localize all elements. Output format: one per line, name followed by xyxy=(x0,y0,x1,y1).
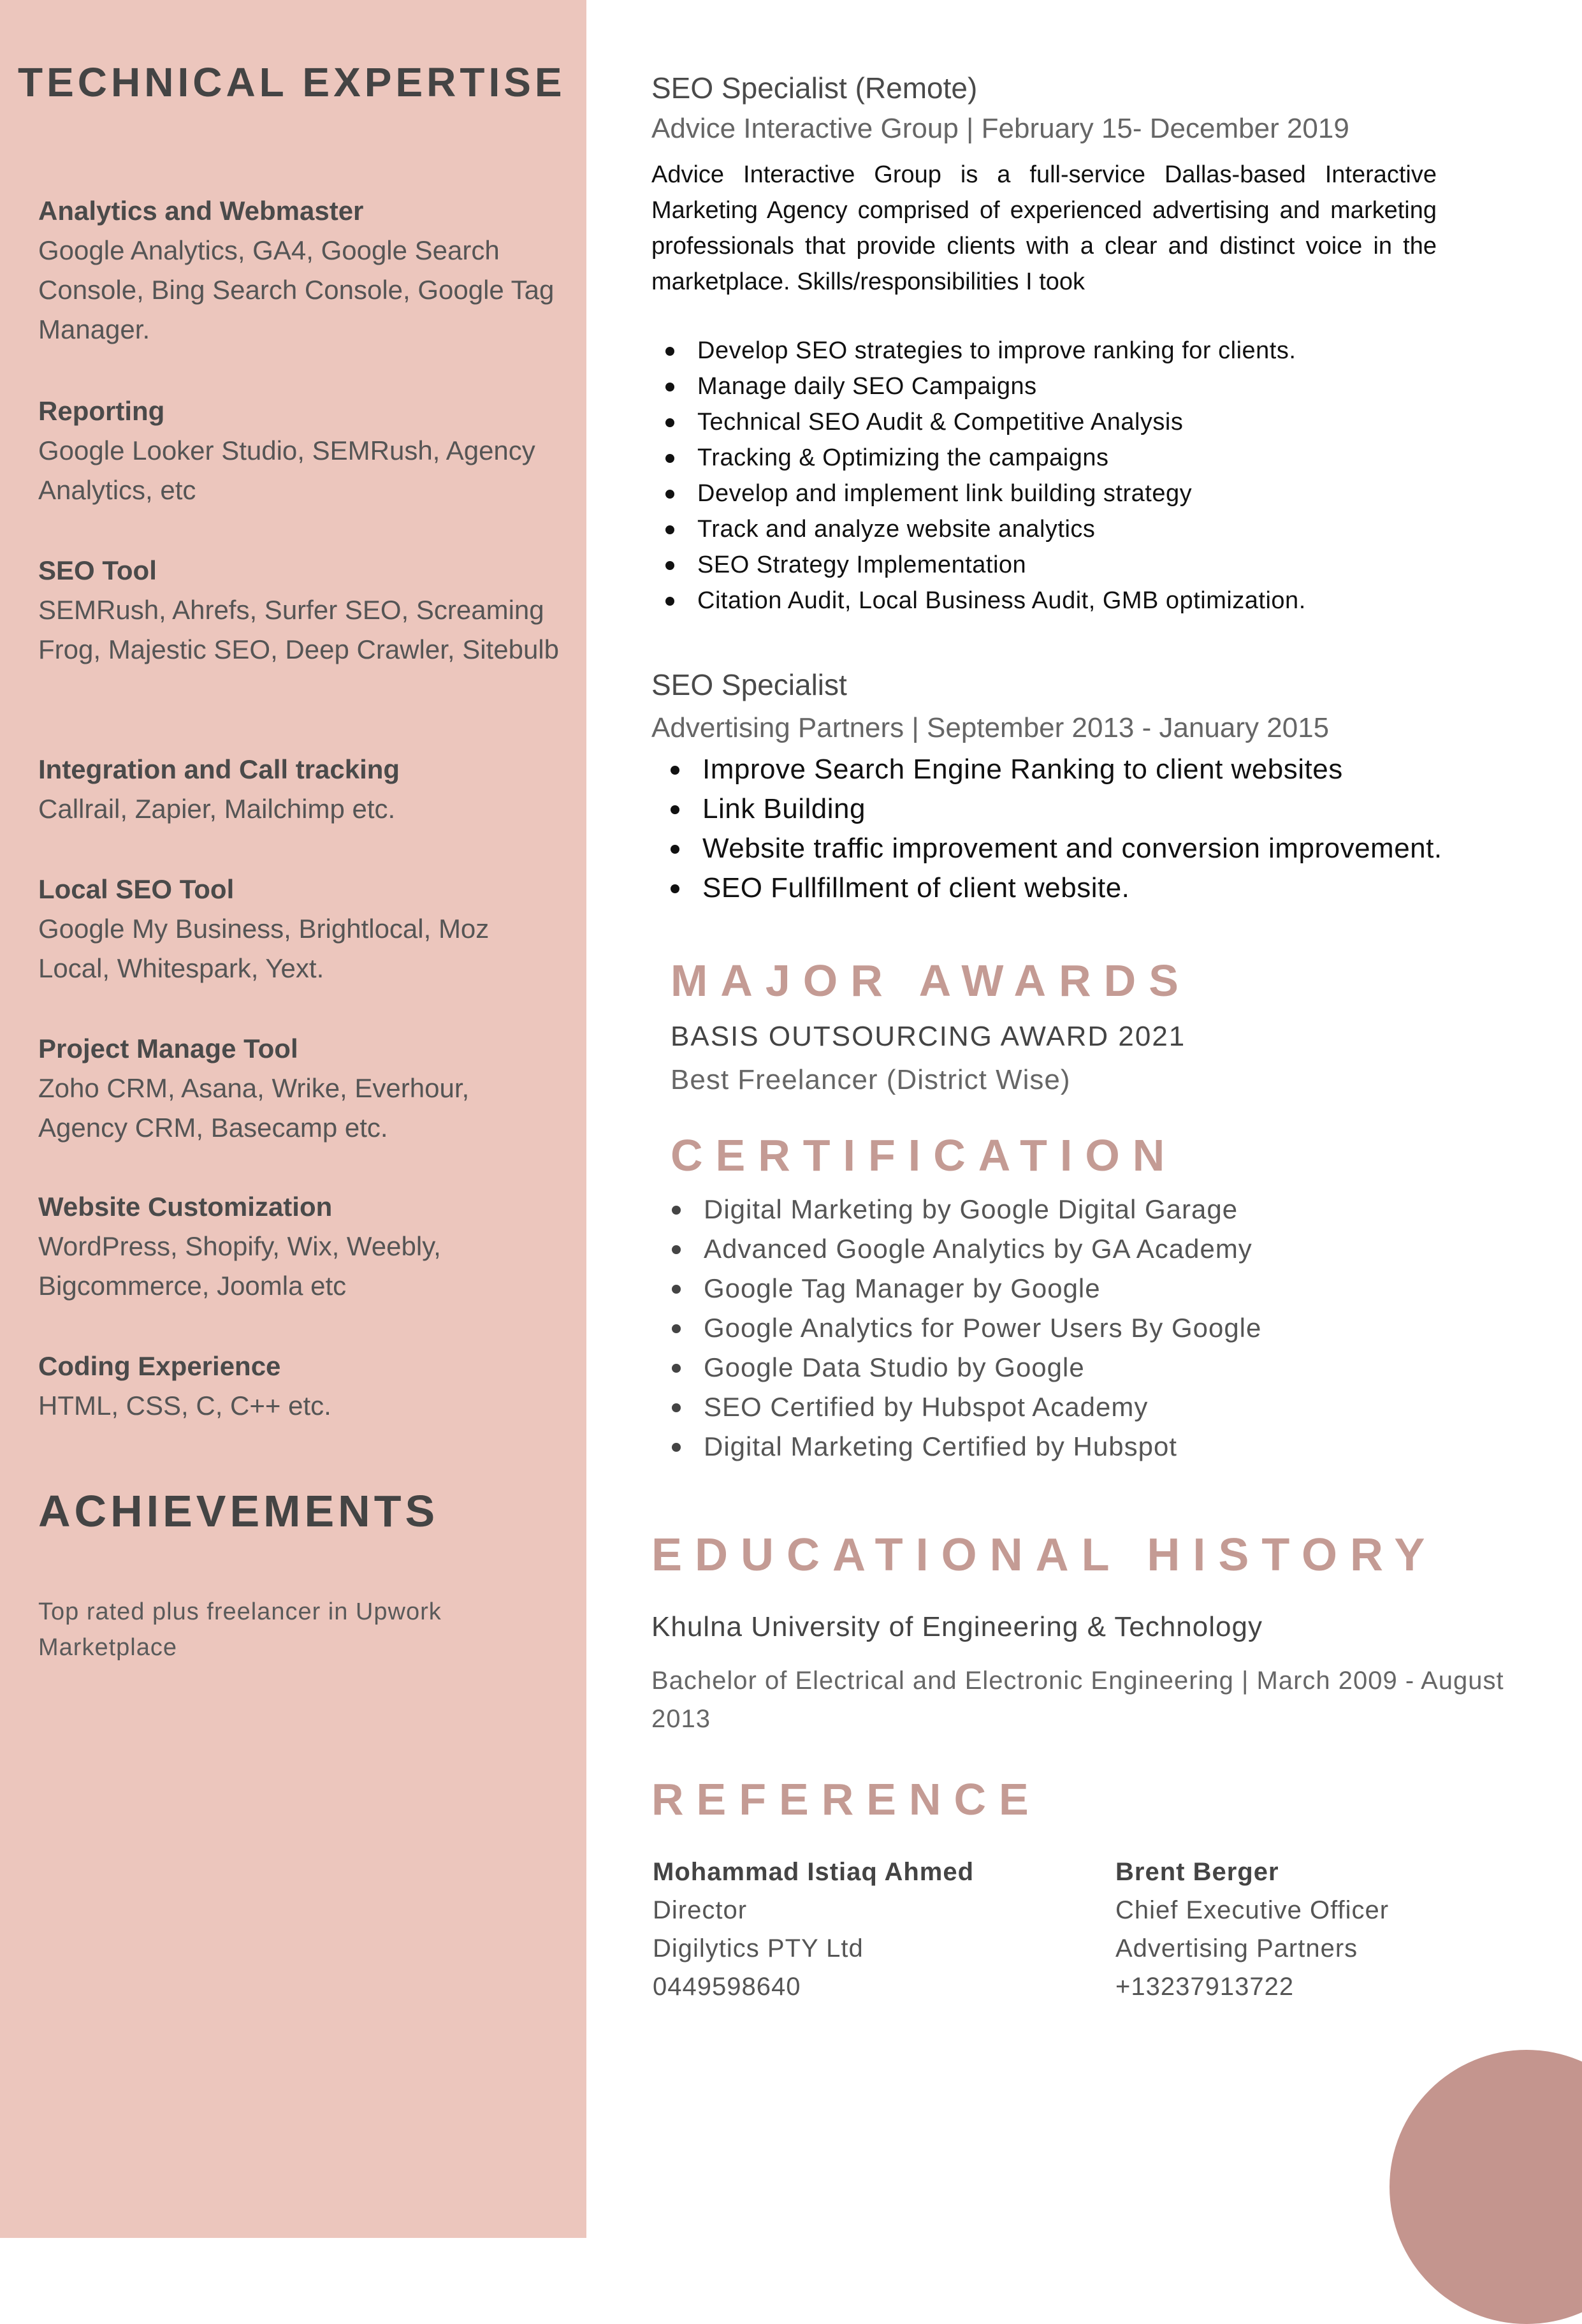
job-meta: Advice Interactive Group | February 15- December 2019 xyxy=(651,113,1349,144)
job-title: SEO Specialist xyxy=(651,668,847,701)
award-name: BASIS OUTSOURCING AWARD 2021 xyxy=(671,1021,1186,1052)
job-meta: Advertising Partners | September 2013 - January 2015 xyxy=(651,712,1330,743)
list-item: Track and analyze website analytics xyxy=(697,511,1437,547)
reference-company: Advertising Partners xyxy=(1115,1934,1358,1962)
reference-role: Director xyxy=(653,1896,748,1924)
skill-text: Google Looker Studio, SEMRush, Agency Analytics, etc xyxy=(38,435,535,505)
list-item: Improve Search Engine Ranking to client websites xyxy=(702,750,1569,789)
achievements-text: Top rated plus freelancer in Upwork Marketplace xyxy=(38,1598,442,1661)
skill-group-reporting xyxy=(38,391,561,510)
job-description: Advice Interactive Group is a full-service Dallas-based Interactive Marketing Agency comprised of experienced advertising and marketing professionals that provide clients with a clear and distinct voice in the marketplace. Skills/responsibilities I took xyxy=(651,161,1437,295)
skill-heading: Website Customization xyxy=(38,1192,333,1222)
certification-title: CERTIFICATION xyxy=(671,1130,1178,1180)
skill-heading: Reporting xyxy=(38,396,165,426)
job-title: SEO Specialist (Remote) xyxy=(651,71,978,105)
skill-group-analytics xyxy=(38,191,561,349)
skill-group-local-seo xyxy=(38,870,561,988)
list-item: SEO Certified by Hubspot Academy xyxy=(704,1387,1261,1427)
list-item: Digital Marketing by Google Digital Garage xyxy=(704,1190,1261,1229)
skill-heading: Local SEO Tool xyxy=(38,874,235,904)
technical-expertise-title: TECHNICAL EXPERTISE xyxy=(18,59,566,105)
list-item: SEO Strategy Implementation xyxy=(697,547,1437,583)
skill-heading: SEO Tool xyxy=(38,555,157,585)
education-title: EDUCATIONAL HISTORY xyxy=(651,1530,1438,1581)
skill-heading: Coding Experience xyxy=(38,1351,281,1381)
skill-heading: Project Manage Tool xyxy=(38,1034,298,1063)
job-bullet-list xyxy=(697,333,1437,618)
list-item: Website traffic improvement and conversion improvement. xyxy=(702,829,1569,868)
skill-text: Callrail, Zapier, Mailchimp etc. xyxy=(38,794,396,824)
award-subtitle: Best Freelancer (District Wise) xyxy=(671,1064,1071,1095)
reference-name: Mohammad Istiaq Ahmed xyxy=(653,1858,975,1886)
list-item: SEO Fullfillment of client website. xyxy=(702,868,1569,908)
job-bullet-list xyxy=(702,750,1569,908)
skill-text: Google My Business, Brightlocal, Moz Local, Whitespark, Yext. xyxy=(38,914,490,983)
skill-group-project-manage xyxy=(38,1029,561,1148)
list-item: Google Tag Manager by Google xyxy=(704,1269,1261,1308)
sidebar xyxy=(0,0,586,2238)
education-school: Khulna University of Engineering & Technology xyxy=(651,1611,1263,1642)
skill-text: Google Analytics, GA4, Google Search Console, Bing Search Console, Google Tag Manager. xyxy=(38,235,555,344)
reference-phone: +13237913722 xyxy=(1115,1973,1295,2001)
reference-role: Chief Executive Officer xyxy=(1115,1896,1390,1924)
list-item: Google Data Studio by Google xyxy=(704,1348,1261,1387)
list-item: Manage daily SEO Campaigns xyxy=(697,369,1437,404)
skill-text: SEMRush, Ahrefs, Surfer SEO, Screaming Frog, Majestic SEO, Deep Crawler, Sitebulb xyxy=(38,595,559,664)
reference-phone: 0449598640 xyxy=(653,1973,801,2001)
education-degree: Bachelor of Electrical and Electronic Engineering | March 2009 - August 2013 xyxy=(651,1667,1504,1733)
main-content xyxy=(586,0,1582,2238)
list-item: Google Analytics for Power Users By Google xyxy=(704,1308,1261,1348)
certification-list xyxy=(704,1190,1261,1466)
reference-card xyxy=(1115,1853,1389,2006)
list-item: Develop and implement link building strategy xyxy=(697,476,1437,511)
skill-group-integration xyxy=(38,750,561,829)
list-item: Citation Audit, Local Business Audit, GMB optimization. xyxy=(697,583,1437,618)
skill-text: HTML, CSS, C, C++ etc. xyxy=(38,1391,331,1421)
list-item: Develop SEO strategies to improve ranking for clients. xyxy=(697,333,1437,369)
major-awards-title: MAJOR AWARDS xyxy=(671,956,1191,1005)
experience-item xyxy=(651,68,1437,618)
skill-group-coding xyxy=(38,1347,561,1426)
reference-card xyxy=(653,1853,974,2006)
skill-heading: Integration and Call tracking xyxy=(38,754,400,784)
list-item: Advanced Google Analytics by GA Academy xyxy=(704,1229,1261,1269)
skill-group-seo-tool xyxy=(38,551,561,669)
skill-text: WordPress, Shopify, Wix, Weebly, Bigcommerce, Joomla etc xyxy=(38,1231,441,1301)
achievements-title: ACHIEVEMENTS xyxy=(38,1486,439,1536)
reference-company: Digilytics PTY Ltd xyxy=(653,1934,864,1962)
list-item: Link Building xyxy=(702,789,1569,829)
skill-heading: Analytics and Webmaster xyxy=(38,196,364,226)
list-item: Technical SEO Audit & Competitive Analysis xyxy=(697,404,1437,440)
reference-title: REFERENCE xyxy=(651,1774,1041,1824)
list-item: Tracking & Optimizing the campaigns xyxy=(697,440,1437,476)
skill-group-website-customization xyxy=(38,1187,561,1306)
skill-text: Zoho CRM, Asana, Wrike, Everhour, Agency CRM, Basecamp etc. xyxy=(38,1073,470,1143)
reference-name: Brent Berger xyxy=(1115,1858,1279,1886)
experience-item xyxy=(651,664,1569,908)
list-item: Digital Marketing Certified by Hubspot xyxy=(704,1427,1261,1466)
